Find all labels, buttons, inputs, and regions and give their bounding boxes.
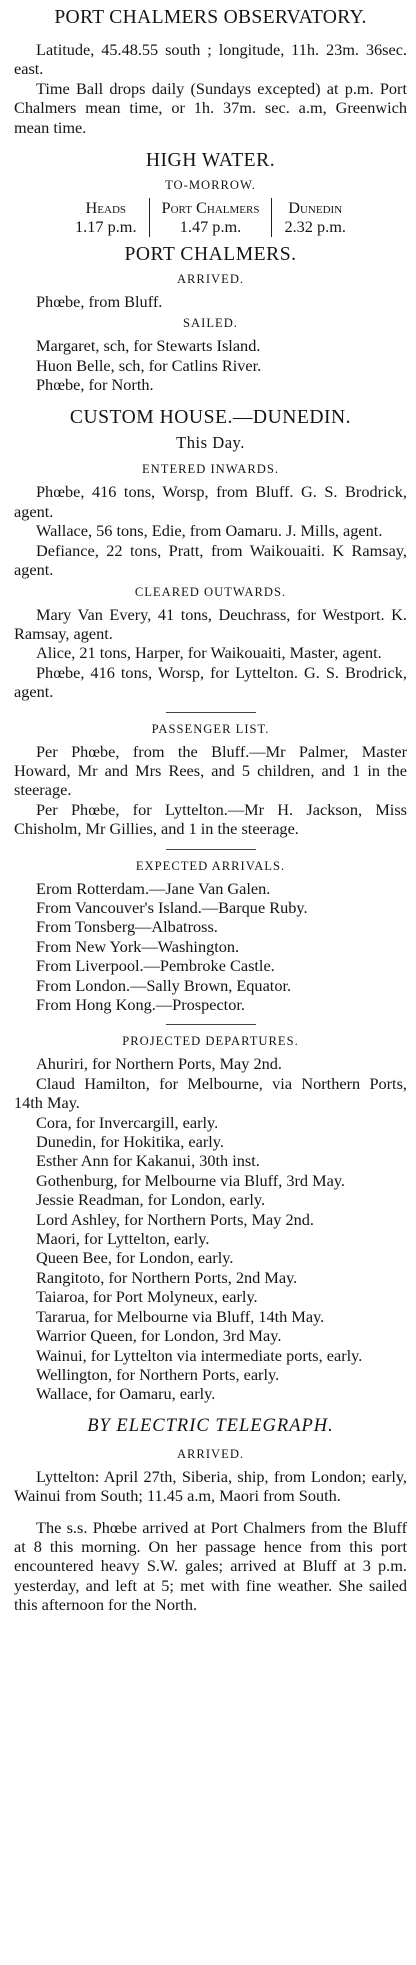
telegraph-arrived-text: Lyttelton: April 27th, Siberia, ship, from London; early, Wainui from South; 11.45 a.m, Maori from South.: [14, 1466, 407, 1506]
high-water-heads-time: 1.17 p.m.: [75, 217, 137, 237]
custom-house-title: CUSTOM HOUSE.—DUNEDIN.: [69, 407, 352, 429]
section-divider: [166, 849, 256, 850]
departure-entry: Esther Ann for Kakanui, 30th inst.: [36, 1151, 260, 1171]
observatory-coordinates: Latitude, 45.48.55 south ; longitude, 11h. 23m. 36sec. east.: [14, 40, 407, 79]
high-water-dunedin-name: Dunedin: [288, 198, 343, 218]
custom-house-subtitle: This Day.: [176, 433, 245, 453]
high-water-heads-name: Heads: [85, 198, 127, 218]
arrival-entry: From Vancouver's Island.—Barque Ruby.: [36, 897, 308, 917]
departure-entry: Tararua, for Melbourne via Bluff, 14th May.: [36, 1306, 325, 1326]
departure-entry: Gothenburg, for Melbourne via Bluff, 3rd May.: [36, 1170, 345, 1190]
high-water-port-chalmers: [149, 198, 273, 237]
high-water-heads: [63, 198, 149, 237]
high-water-port-chalmers-time: 1.47 p.m.: [179, 217, 242, 237]
observatory-title: PORT CHALMERS OBSERVATORY.: [54, 7, 367, 28]
departure-entry: Lord Ashley, for Northern Ports, May 2nd.: [36, 1209, 314, 1229]
expected-arrivals-heading: EXPECTED ARRIVALS.: [135, 858, 286, 873]
port-arrived-item: Phœbe, from Bluff.: [36, 291, 163, 311]
departure-entry: Claud Hamilton, for Melbourne, via Northern Ports, 14th May.: [14, 1073, 407, 1113]
cleared-item: Mary Van Every, 41 tons, Deuchrass, for Westport. K. Ramsay, agent.: [14, 604, 407, 643]
departure-entry: Wellington, for Northern Ports, early.: [36, 1364, 280, 1384]
observatory-time-ball: Time Ball drops daily (Sundays excepted) at p.m. Port Chalmers mean time, or 1h. 37m. sec. a.m, Greenwich mean time.: [14, 78, 407, 137]
section-divider: [166, 1024, 256, 1025]
departure-entry: Taiaroa, for Port Molyneux, early.: [36, 1287, 258, 1307]
entered-item: Defiance, 22 tons, Pratt, from Waikouaiti. K Ramsay, agent.: [14, 540, 407, 580]
port-chalmers-title: PORT CHALMERS.: [124, 243, 297, 265]
passenger-entry: Per Phœbe, from the Bluff.—Mr Palmer, Master Howard, Mr and Mrs Rees, and 5 children, and 1 in the steerage.: [14, 741, 407, 800]
entered-item: Wallace, 56 tons, Edie, from Oamaru. J. Mills, agent.: [36, 521, 383, 541]
departure-entry: Jessie Readman, for London, early.: [36, 1190, 266, 1210]
departure-entry: Wainui, for Lyttelton via intermediate ports, early.: [36, 1345, 363, 1365]
cleared-item: Alice, 21 tons, Harper, for Waikouaiti, Master, agent.: [36, 643, 382, 663]
departure-entry: Dunedin, for Hokitika, early.: [36, 1132, 224, 1152]
telegraph-arrived-heading: ARRIVED.: [176, 1446, 245, 1461]
high-water-subtitle: TO-MORROW.: [165, 178, 256, 193]
telegraph-title: BY ELECTRIC TELEGRAPH.: [87, 1415, 334, 1436]
passenger-entry: Per Phœbe, for Lyttelton.—Mr H. Jackson, Miss Chisholm, Mr Gillies, and 1 in the steerage.: [14, 799, 407, 839]
high-water-port-chalmers-name: Port Chalmers: [161, 198, 260, 218]
telegraph-report: The s.s. Phœbe arrived at Port Chalmers from the Bluff at 8 this morning. On her passage hence from this port encountered heavy S.W. gales; arrived at Bluff at 3 p.m. yesterday, and left at 5; met with fine weather. She sailed this afternoon for the North.: [14, 1517, 407, 1615]
arrival-entry: From Liverpool.—Pembroke Castle.: [36, 956, 275, 976]
high-water-table: [14, 198, 407, 237]
cleared-outwards-heading: CLEARED OUTWARDS.: [134, 584, 287, 599]
departure-entry: Rangitoto, for Northern Ports, 2nd May.: [36, 1267, 298, 1287]
entered-item: Phœbe, 416 tons, Worsp, from Bluff. G. S. Brodrick, agent.: [14, 482, 407, 521]
high-water-title: HIGH WATER.: [145, 150, 276, 172]
departure-entry: Cora, for Invercargill, early.: [36, 1112, 219, 1132]
arrival-entry: From New York—Washington.: [36, 936, 240, 956]
port-sailed-heading: SAILED.: [183, 316, 238, 331]
arrival-entry: From Tonsberg—Albatross.: [36, 917, 218, 937]
entered-inwards-heading: ENTERED INWARDS.: [141, 462, 280, 477]
projected-departures-heading: PROJECTED DEPARTURES.: [122, 1034, 299, 1049]
port-sailed-item: Huon Belle, sch, for Catlins River.: [36, 355, 262, 375]
departure-entry: Ahuriri, for Northern Ports, May 2nd.: [36, 1054, 282, 1074]
port-arrived-heading: ARRIVED.: [176, 271, 245, 286]
departure-entry: Queen Bee, for London, early.: [36, 1248, 234, 1268]
arrival-entry: From Hong Kong.—Prospector.: [36, 995, 245, 1014]
section-divider: [166, 712, 256, 713]
port-sailed-item: Margaret, sch, for Stewarts Island.: [36, 336, 261, 356]
port-sailed-item: Phœbe, for North.: [36, 375, 154, 395]
high-water-dunedin-time: 2.32 p.m.: [284, 217, 346, 237]
high-water-dunedin: [272, 198, 358, 237]
departure-entry: Wallace, for Oamaru, early.: [36, 1384, 216, 1404]
arrival-entry: Erom Rotterdam.—Jane Van Galen.: [36, 878, 271, 898]
cleared-item: Phœbe, 416 tons, Worsp, for Lyttelton. G. S. Brodrick, agent.: [14, 662, 407, 702]
passenger-list-heading: PASSENGER LIST.: [151, 721, 270, 736]
departure-entry: Maori, for Lyttelton, early.: [36, 1229, 210, 1249]
arrival-entry: From London.—Sally Brown, Equator.: [36, 975, 292, 995]
departure-entry: Warrior Queen, for London, 3rd May.: [36, 1326, 282, 1346]
